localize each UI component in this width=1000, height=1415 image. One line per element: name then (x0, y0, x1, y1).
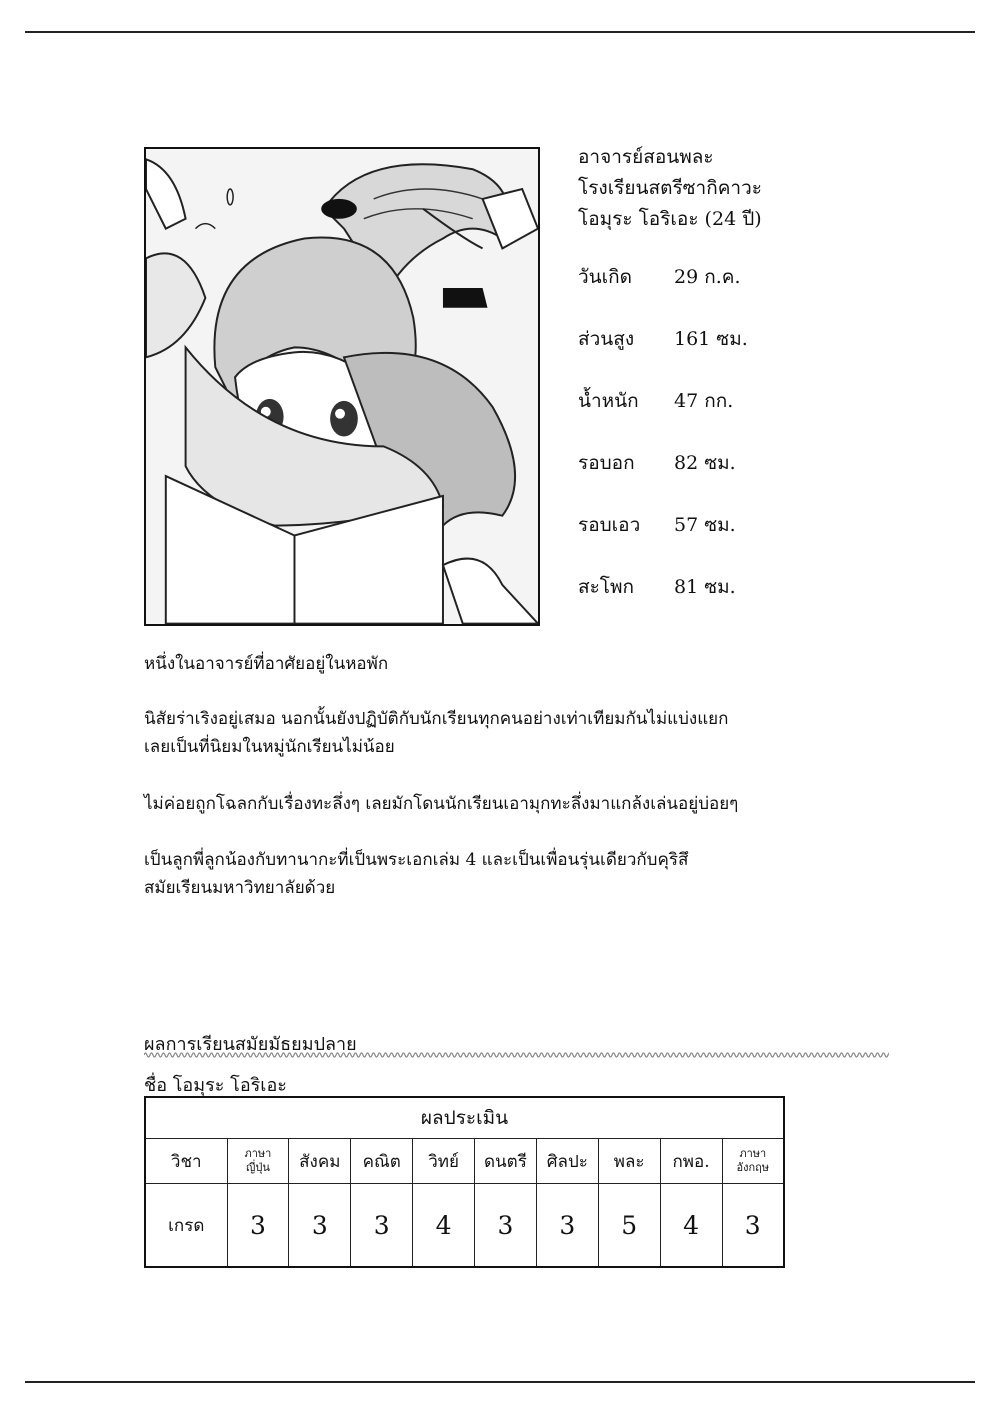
stat-label: รอบอก (578, 452, 635, 474)
grade-cell: 5 (598, 1184, 660, 1268)
grade-cell: 3 (475, 1184, 537, 1268)
grade-cell: 4 (413, 1184, 475, 1268)
stat-label: วันเกิด (578, 266, 632, 288)
stat-value: 47 กก. (674, 390, 734, 412)
grade-row (145, 1184, 784, 1268)
profile-header (578, 142, 762, 235)
profile-name-age: โอมุระ โอริเอะ (24 ปี) (578, 208, 762, 230)
grade-cell: 3 (351, 1184, 413, 1268)
description-line: เลยเป็นที่นิยมในหมู่นักเรียนไม่น้อย (144, 737, 395, 757)
stat-bust (578, 448, 736, 478)
subject-cell: สังคม (289, 1139, 351, 1184)
stat-weight (578, 386, 733, 416)
subject-name: ภาษา (739, 1147, 767, 1160)
grade-cell: 3 (722, 1184, 784, 1268)
grade-cell: 3 (536, 1184, 598, 1268)
stat-hips (578, 572, 736, 602)
student-name: ชื่อ โอมุระ โอริเอะ (144, 1075, 287, 1096)
bottom-rule (25, 1381, 975, 1383)
stat-label: รอบเอว (578, 514, 641, 536)
subject-name: ภาษา (244, 1147, 272, 1160)
subject-label: วิชา (145, 1139, 227, 1184)
subject-cell: พละ (598, 1139, 660, 1184)
grade-table (144, 1096, 785, 1268)
grade-label: เกรด (145, 1184, 227, 1268)
description-line: หนึ่งในอาจารย์ที่อาศัยอยู่ในหอพัก (144, 654, 389, 674)
subject-name-line2: ญี่ปุ่น (246, 1161, 270, 1174)
subject-cell: คณิต (351, 1139, 413, 1184)
stat-value: 29 ก.ค. (674, 266, 741, 288)
table-header: ผลประเมิน (145, 1097, 784, 1139)
subject-row (145, 1139, 784, 1184)
description-line: สมัยเรียนมหาวิทยาลัยด้วย (144, 878, 336, 898)
grade-cell: 3 (227, 1184, 289, 1268)
subject-name-line2: อังกฤษ (736, 1161, 770, 1174)
manga-girl-illustration (146, 149, 538, 624)
grade-cell: 3 (289, 1184, 351, 1268)
character-illustration (144, 147, 540, 626)
description-line: ไม่ค่อยถูกโฉลกกับเรื่องทะลึ่งๆ เลยมักโดนนักเรียนเอามุกทะลึ่งมาแกล้งเล่นอยู่บ่อยๆ (144, 794, 739, 814)
subject-cell (227, 1139, 289, 1184)
stat-label: ส่วนสูง (578, 328, 635, 350)
stat-waist (578, 510, 736, 540)
stat-value: 82 ซม. (674, 452, 736, 474)
stat-value: 161 ซม. (674, 328, 748, 350)
stat-value: 57 ซม. (674, 514, 736, 536)
stat-value: 81 ซม. (674, 576, 736, 598)
description-line: นิสัยร่าเริงอยู่เสมอ นอกนั้นยังปฏิบัติกับนักเรียนทุกคนอย่างเท่าเทียมกันไม่แบ่งแยก (144, 709, 729, 729)
stat-birthday (578, 262, 741, 292)
description-line: เป็นลูกพี่ลูกน้องกับทานากะที่เป็นพระเอกเล่ม 4 และเป็นเพื่อนรุ่นเดียวกับคุริสึ (144, 850, 689, 870)
subject-cell: กพอ. (660, 1139, 722, 1184)
subject-cell (722, 1139, 784, 1184)
stat-label: น้ำหนัก (578, 390, 639, 412)
subject-cell: ดนตรี (475, 1139, 537, 1184)
grade-cell: 4 (660, 1184, 722, 1268)
subject-cell: ศิลปะ (536, 1139, 598, 1184)
profile-role: อาจารย์สอนพละ (578, 146, 714, 168)
stat-height (578, 324, 748, 354)
wavy-divider (144, 1050, 889, 1060)
stat-label: สะโพก (578, 576, 635, 598)
grades-title: ผลการเรียนสมัยมัธยมปลาย (144, 1034, 357, 1055)
profile-school: โรงเรียนสตรีซากิคาวะ (578, 177, 762, 199)
top-rule (25, 31, 975, 33)
subject-cell: วิทย์ (413, 1139, 475, 1184)
